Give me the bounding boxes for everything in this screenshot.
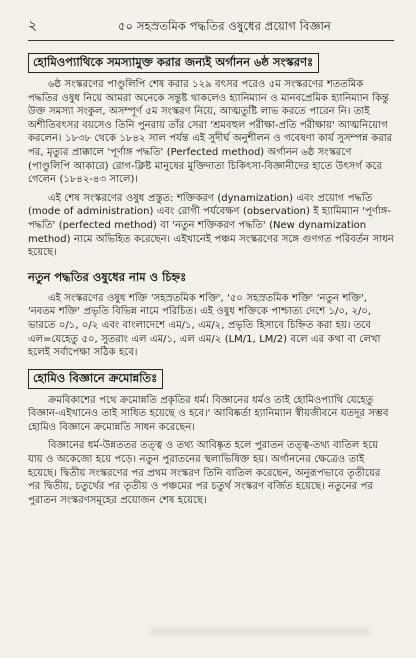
paragraph: ক্রমবিকাশের পথে ক্রমোন্নতি প্রকৃতির ধর্ম। বিজ্ঞানের ধর্মও তাই হোমিওপ্যাথি যেহেতু বিজ্ঞান-এইখানেও তাই সাধিত হয়েছে ও হবে।' আবিষ্কর্তা হ্যানিম্যান স্বীয়জীবনে যতদূর সম্ভব হোমিও বিজ্ঞানে ক্রমোন্নতি সাধন করেছেন। xyxy=(28,394,389,433)
bleed-through-mark xyxy=(150,627,370,636)
paragraph: এই শেষ সংস্করণের ওষুধ প্রস্তুত: শক্তিকরণ (dynamization) এবং প্রয়োগ পদ্ধতি (mode of administration) এবং রোগী পর্যবেক্ষণ (observation) ই হ্যামিম্যান 'পূর্ণাঙ্গ-পদ্ধতি' (perfected method) বা 'নতুন শক্তিকরণ পদ্ধতি' (New dynamization method) নামে অভিহিত করেছেন। এইখানেই পঞ্চম সংস্করণের সঙ্গে গুণগত পরিবর্তন সাধন হয়েছে। xyxy=(28,192,394,259)
section-progress xyxy=(28,365,394,508)
section-heading: হোমিওপ্যাথিকে সমস্যামুক্ত করার জন্যই অর্গানন ৬ষ্ঠ সংস্করণঃ xyxy=(28,53,319,73)
running-head xyxy=(28,14,394,41)
paragraph: এই সংস্করণের ওষুধ শক্তি 'সহস্রতমিক শক্তি', '৫০ সহস্রতমিক শক্তি' 'নতুন শক্তি', 'নবতম শক্তি' প্রভৃতি বিভিন্ন নামে পরিচিত। এই ওষুধ শক্তিকে পাশ্চাত্য দেশে ১/০, ২/০, ভারতে ০/১, ০/২ এবং বাংলাদেশে এম/১, এম/২, প্রভৃতি হিসাবে চিহ্নিত করা হয়। তবে এল=যেহেতু ৫০, সুতরাং এল এম/১, এল এম/২ (LM/1, LM/2) বলে এর কথা বা লেখা হলেই সর্বাপেক্ষা সঠিক হবে। xyxy=(28,292,381,359)
paragraph: বিজ্ঞানের ধর্ম-উন্নততর তত্ত্ব ও তথ্য আবিষ্কৃত হলে পুরাতন তত্ত্ব-তথ্য বাতিল হয়ে যায় ও অকেজো হয়ে পড়ে। নতুন পুরাতনের স্থলাভিষিক্ত হয়। অর্গাননের ক্ষেত্রেও তাই হয়েছে। দ্বিতীয় সংস্করণের পর প্রথম সংস্করণ তিনি বাতিল করেছেন, অনুরূপভাবে তৃতীয়ের পর দ্বিতীয়, চতুর্থের পর তৃতীয় ও পঞ্চমের পর চতুর্থ সংস্করণ বর্জিত হয়েছে। নতুনের পর পুরাতন সংস্করণসমূহের প্রয়োজন শেষ হয়েছে। xyxy=(28,440,381,506)
paragraph: ৬ষ্ঠ সংস্করণের পাণ্ডুলিপি শেষ করার ১২৯ বৎসর পরেও ৫ম সংস্করণের শততমিক পদ্ধতির ওষুধ নিয়ে আমরা অনেকে সন্তুষ্ট থাকলেও হ্যানিম্যান ও মানবপ্রেমিক হ্যানিম্যান কিন্তু উক্ত সমস্যা সংকুল, অসম্পূর্ণ ৫ম সংস্করণ নিয়ে, আত্মতুষ্টি লাভ করতে পারেন নি। তাই অশীতিবৎসর বয়সেও তিনি পুনরায় তাঁর সেরা 'শ্রমবহুল পরীক্ষা-প্রতি পরীক্ষায়' আত্মনিয়োগ করলেন। ১৮৩৮ থেকে ১৮৪২ সাল পর্যন্ত এই সুদীর্ঘ অনুশীলন ও গবেষণা কার্য সুসম্পন্ন করার পর, মৃত্যুর প্রাক্কালে 'পূর্ণাঙ্গ পদ্ধতি' (Perfected method) অর্গানন ৬ষ্ঠ সংস্করণে (পাণ্ডুলিপি আকারে) রোগ-ক্লিষ্ট মানুষের মুক্তিদাতা চিকিৎসা-বিজ্ঞানীদের হাতে উৎসর্গ করে গেলেন (১৮৪২-৪৩ সালে)। xyxy=(28,79,393,186)
section-organon-sixth-edition xyxy=(28,49,394,260)
section-heading: হোমিও বিজ্ঞানে ক্রমোন্নতিঃ xyxy=(28,369,163,389)
book-title: ৫০ সহস্রতমিক পদ্ধতির ওষুধের প্রয়োগ বিজ্ঞান xyxy=(118,19,331,33)
section-heading: নতুন পদ্ধতির ওষুধের নাম ও চিহ্নঃ xyxy=(28,269,187,284)
section-medicine-names xyxy=(28,265,394,360)
page-number: ২ xyxy=(28,18,38,34)
